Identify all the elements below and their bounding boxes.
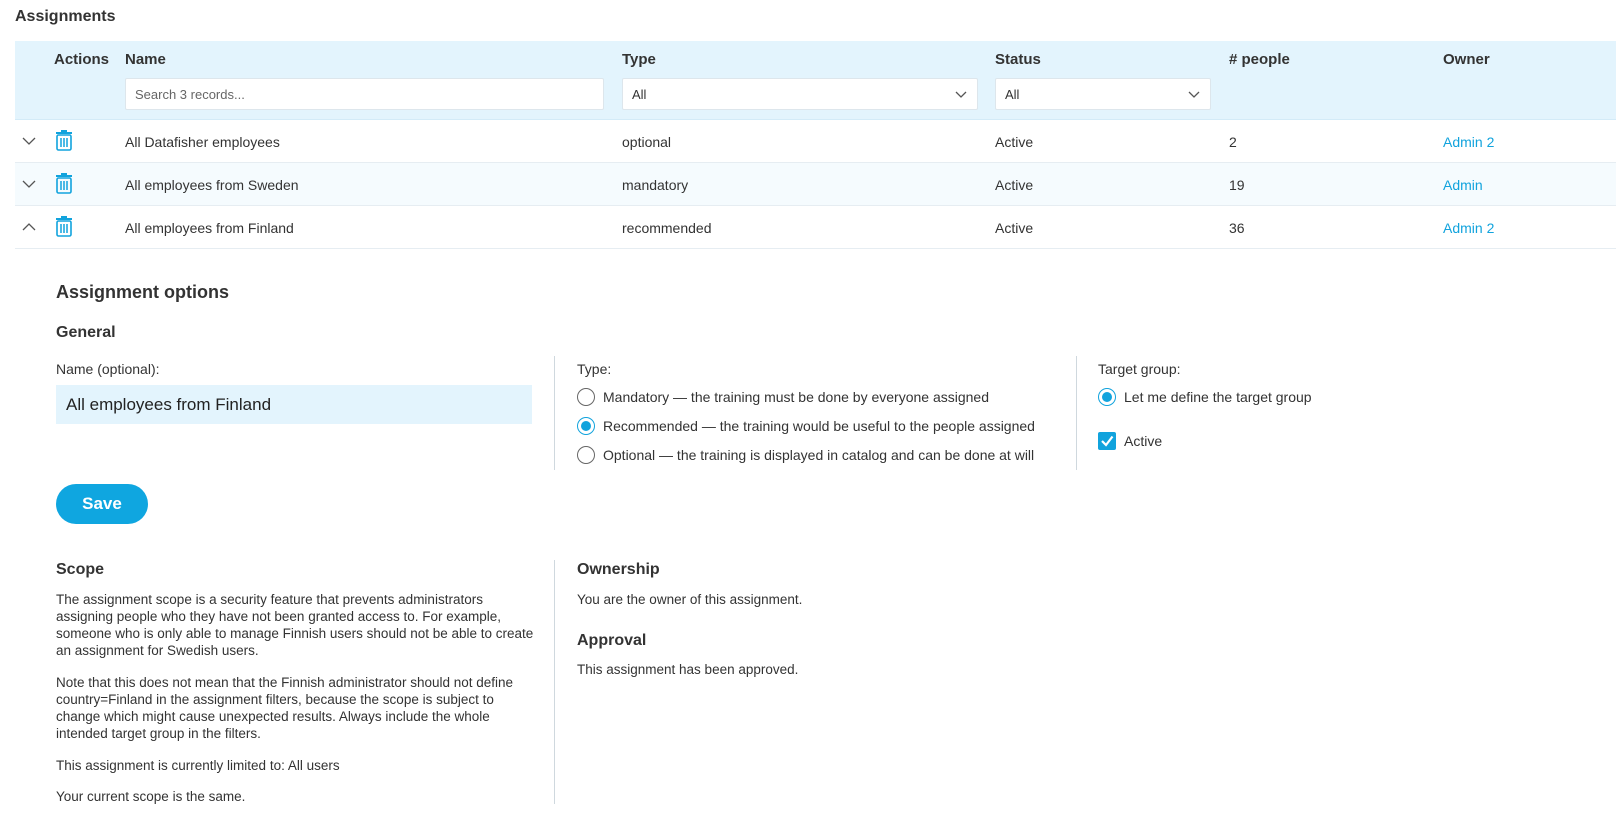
expand-chevron-down-icon[interactable] bbox=[21, 176, 37, 192]
collapse-chevron-up-icon[interactable] bbox=[21, 219, 37, 235]
radio-icon bbox=[577, 446, 595, 464]
radio-label: Mandatory — the training must be done by everyone assigned bbox=[603, 389, 990, 405]
table-row[interactable] bbox=[15, 206, 1616, 249]
trash-icon[interactable] bbox=[55, 129, 73, 151]
row-people: 19 bbox=[1229, 177, 1245, 193]
type-radio-mandatory[interactable] bbox=[577, 388, 989, 406]
table-row[interactable] bbox=[15, 163, 1616, 206]
divider bbox=[554, 356, 555, 470]
row-owner-link[interactable]: Admin 2 bbox=[1443, 220, 1495, 236]
page-title: Assignments bbox=[15, 8, 116, 25]
radio-label: Optional — the training is displayed in catalog and can be done at will bbox=[603, 447, 1035, 463]
radio-label: Recommended — the training would be useful to the people assigned bbox=[603, 418, 1035, 434]
row-name: All employees from Finland bbox=[125, 220, 294, 236]
type-radio-recommended[interactable] bbox=[577, 417, 1035, 435]
checkbox-label: Active bbox=[1124, 433, 1163, 449]
radio-icon bbox=[577, 388, 595, 406]
row-type: mandatory bbox=[622, 177, 689, 193]
ownership-title: Ownership bbox=[577, 561, 660, 578]
type-filter-select[interactable] bbox=[622, 78, 978, 110]
row-status: Active bbox=[995, 134, 1034, 150]
active-checkbox[interactable] bbox=[1098, 432, 1162, 450]
general-title: General bbox=[56, 324, 116, 341]
divider bbox=[554, 560, 555, 804]
type-filter-value: All bbox=[632, 87, 647, 102]
table-row[interactable] bbox=[15, 120, 1616, 163]
header-actions: Actions bbox=[54, 51, 110, 68]
scope-limit-text: This assignment is currently limited to: All users bbox=[56, 758, 340, 773]
header-owner[interactable]: Owner bbox=[1443, 51, 1490, 68]
table-header bbox=[15, 41, 1616, 120]
status-filter-select[interactable] bbox=[995, 78, 1211, 110]
chevron-down-icon bbox=[955, 88, 967, 100]
target-group-label: Target group: bbox=[1098, 361, 1181, 377]
approval-title: Approval bbox=[577, 632, 647, 649]
header-status[interactable]: Status bbox=[995, 51, 1041, 68]
chevron-down-icon bbox=[1188, 88, 1200, 100]
divider bbox=[1076, 356, 1077, 470]
header-people[interactable]: # people bbox=[1229, 51, 1290, 68]
name-search-input[interactable]: Search 3 records... bbox=[125, 78, 604, 110]
save-button[interactable]: Save bbox=[56, 484, 148, 524]
checkbox-checked-icon bbox=[1098, 432, 1116, 450]
assignments-table bbox=[15, 41, 1616, 249]
scope-title: Scope bbox=[56, 561, 105, 578]
row-name: All Datafisher employees bbox=[125, 134, 280, 150]
status-filter-value: All bbox=[1005, 87, 1020, 102]
trash-icon[interactable] bbox=[55, 172, 73, 194]
scope-paragraph: Note that this does not mean that the Finnish administrator should not define country=Finland in the assignment filters, because the scope is subject to change which might cause unexpected results. Always include the whole intended target group in the filters. bbox=[56, 675, 514, 741]
name-field[interactable]: All employees from Finland bbox=[56, 385, 532, 424]
scope-current-text: Your current scope is the same. bbox=[56, 789, 246, 804]
type-radio-optional[interactable] bbox=[577, 446, 1034, 464]
row-status: Active bbox=[995, 177, 1034, 193]
row-people: 2 bbox=[1229, 134, 1237, 150]
row-type: optional bbox=[622, 134, 672, 150]
options-title: Assignment options bbox=[56, 282, 230, 302]
row-name: All employees from Sweden bbox=[125, 177, 299, 193]
row-owner-link[interactable]: Admin bbox=[1443, 177, 1483, 193]
header-name[interactable]: Name bbox=[125, 51, 166, 68]
approval-text: This assignment has been approved. bbox=[577, 662, 799, 677]
radio-selected-icon bbox=[1098, 388, 1116, 406]
scope-paragraph: The assignment scope is a security feature that prevents administrators assigning people who they have not been granted access to. For example, someone who is only able to manage Finnish users should not be able to create an assignment for Swedish users. bbox=[56, 592, 534, 658]
name-label: Name (optional): bbox=[56, 361, 160, 377]
type-label: Type: bbox=[577, 361, 612, 377]
row-type: recommended bbox=[622, 220, 712, 236]
header-type[interactable]: Type bbox=[622, 51, 656, 68]
row-status: Active bbox=[995, 220, 1034, 236]
radio-selected-icon bbox=[577, 417, 595, 435]
row-people: 36 bbox=[1229, 220, 1245, 236]
trash-icon[interactable] bbox=[55, 215, 73, 237]
radio-label: Let me define the target group bbox=[1124, 389, 1312, 405]
ownership-text: You are the owner of this assignment. bbox=[577, 592, 803, 607]
expand-chevron-down-icon[interactable] bbox=[21, 133, 37, 149]
target-group-radio[interactable] bbox=[1098, 388, 1312, 406]
row-owner-link[interactable]: Admin 2 bbox=[1443, 134, 1495, 150]
